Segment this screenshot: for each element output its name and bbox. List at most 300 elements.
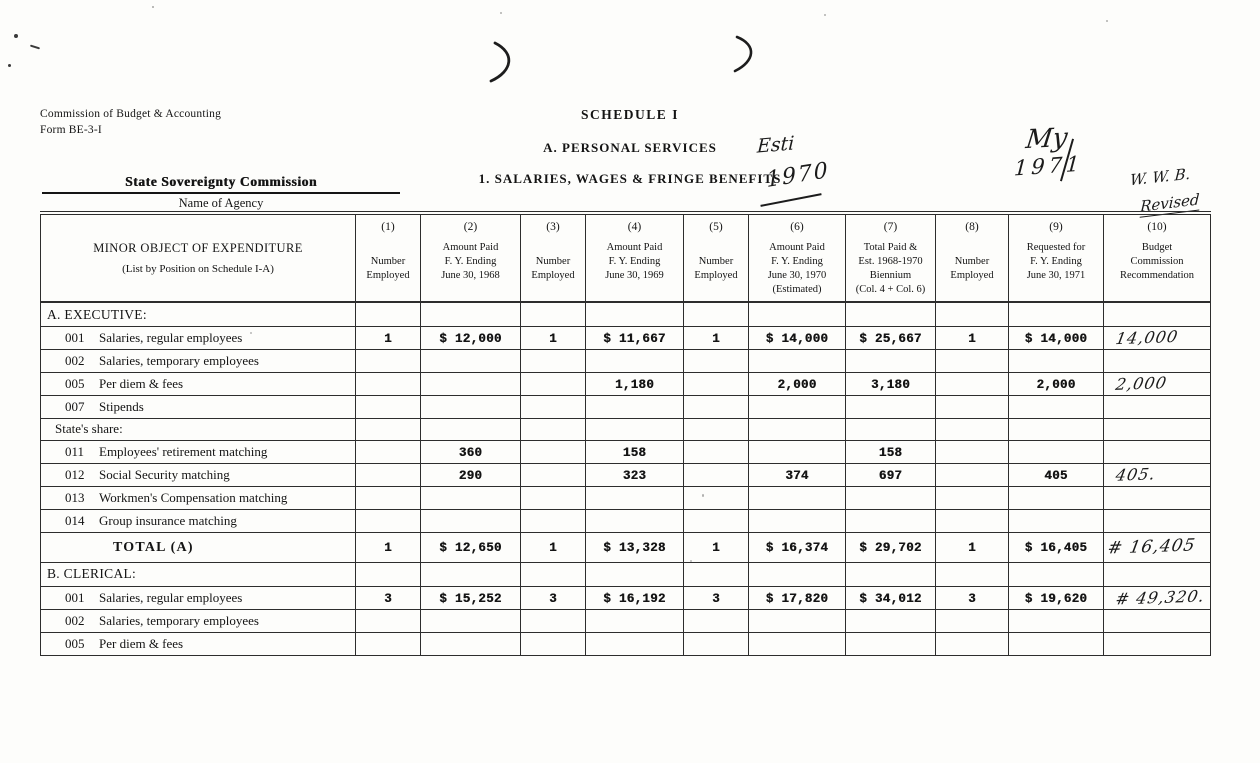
scan-speck: [30, 45, 40, 50]
scan-speck: [1106, 20, 1108, 22]
cell-col8: [936, 486, 1009, 509]
cell-value: 158: [878, 445, 903, 460]
cell-col4: [586, 632, 684, 655]
cell-col10: [1104, 463, 1211, 486]
handwritten-recommendation: # 49,320.: [1114, 586, 1207, 609]
column-number: (6): [790, 221, 804, 233]
handwritten-reviewer-initials: W. W. B.: [1129, 164, 1191, 190]
column-header-2: [421, 213, 521, 302]
cell-col5: [684, 440, 749, 463]
column-label: Amount Paid F. Y. Ending June 30, 1970 (Estimated): [767, 242, 827, 295]
cell-col2: [421, 609, 521, 632]
cell-value: 360: [458, 445, 483, 460]
cell-col5: [684, 418, 749, 440]
cell-col7: [846, 486, 936, 509]
cell-col9: [1009, 463, 1104, 486]
cell-col3: [521, 418, 586, 440]
column-number: (5): [709, 221, 723, 233]
row-label-cell: [41, 586, 356, 609]
table-row-012: [41, 463, 1211, 486]
cell-value: $ 17,820: [765, 591, 829, 606]
cell-col9: [1009, 372, 1104, 395]
row-label: Salaries, regular employees: [99, 329, 243, 345]
column-header-9: [1009, 213, 1104, 302]
cell-col5: [684, 372, 749, 395]
row-label: Employees' retirement matching: [99, 443, 268, 459]
cell-value: $ 34,012: [859, 591, 922, 606]
cell-col5: [684, 509, 749, 532]
handwritten-initials: My: [1024, 122, 1070, 156]
cell-value: $ 16,374: [765, 541, 829, 556]
cell-col9: [1009, 326, 1104, 349]
row-code: 011: [65, 443, 85, 459]
cell-col7: [846, 395, 936, 418]
row-code: 002: [65, 352, 85, 368]
cell-col8: [936, 632, 1009, 655]
cell-col3: [521, 486, 586, 509]
row-label-cell: [41, 509, 356, 532]
row-label-cell: [41, 440, 356, 463]
column-number: (10): [1147, 221, 1167, 233]
cell-col2: [421, 509, 521, 532]
cell-col2: [421, 302, 521, 326]
expenditure-subtitle: (List by Position on Schedule I-A): [122, 263, 274, 275]
expenditure-title: MINOR OBJECT OF EXPENDITURE: [93, 241, 303, 255]
cell-col9: [1009, 586, 1104, 609]
cell-col5: [684, 349, 749, 372]
cell-col7: [846, 586, 936, 609]
cell-col6: [749, 395, 846, 418]
cell-col1: [356, 532, 421, 562]
cell-col7: [846, 440, 936, 463]
pen-mark: [729, 34, 763, 74]
cell-col2: [421, 372, 521, 395]
handwritten-est-year: 1970: [765, 157, 831, 194]
cell-col1: [356, 609, 421, 632]
scan-speck: [14, 34, 18, 38]
handwritten-revised: Revised: [1140, 190, 1200, 218]
cell-value: 3,180: [870, 377, 910, 392]
scan-speck: [8, 64, 11, 67]
form-number: Form BE-3-I: [40, 123, 102, 136]
handwritten-year: 1971: [1013, 151, 1085, 181]
cell-col9: [1009, 532, 1104, 562]
cell-col4: [586, 532, 684, 562]
cell-col5: [684, 395, 749, 418]
schedule-title: SCHEDULE I: [581, 107, 679, 122]
cell-col2: [421, 463, 521, 486]
cell-col3: [521, 509, 586, 532]
column-label: Requested for F. Y. Ending June 30, 1971: [1026, 242, 1086, 281]
cell-value: 1: [968, 541, 976, 556]
cell-value: 1,180: [614, 377, 654, 392]
cell-col9: [1009, 509, 1104, 532]
row-label: Salaries, regular employees: [99, 589, 243, 605]
cell-col1: [356, 418, 421, 440]
cell-col8: [936, 586, 1009, 609]
scan-speck: [152, 6, 154, 8]
cell-col4: [586, 586, 684, 609]
column-header-10: [1104, 213, 1211, 302]
cell-value: 1: [712, 541, 720, 556]
cell-col10: [1104, 609, 1211, 632]
column-label: Total Paid & Est. 1968-1970 Biennium (Col. 4 + Col. 6): [855, 242, 926, 295]
cell-value: 2,000: [1036, 377, 1076, 392]
cell-col8: [936, 395, 1009, 418]
cell-col5: [684, 586, 749, 609]
row-label: State's share:: [55, 421, 123, 437]
cell-col8: [936, 418, 1009, 440]
cell-col9: [1009, 395, 1104, 418]
handwritten-recommendation: 2,000: [1114, 373, 1169, 394]
cell-col2: [421, 440, 521, 463]
cell-col1: [356, 302, 421, 326]
cell-col2: [421, 349, 521, 372]
table-row-002: [41, 349, 1211, 372]
cell-col8: [936, 440, 1009, 463]
cell-col5: [684, 632, 749, 655]
cell-col8: [936, 372, 1009, 395]
cell-col5: [684, 486, 749, 509]
column-header-1: [356, 213, 421, 302]
cell-col7: [846, 509, 936, 532]
row-code: 012: [65, 466, 85, 482]
cell-col1: [356, 586, 421, 609]
cell-col8: [936, 349, 1009, 372]
table-body: [41, 302, 1211, 655]
cell-col10: [1104, 349, 1211, 372]
scan-speck: [824, 14, 826, 16]
cell-value: $ 29,702: [859, 541, 922, 556]
cell-col4: [586, 509, 684, 532]
table-row-subheader: [41, 418, 1211, 440]
scan-speck: [500, 12, 502, 14]
cell-value: 1: [549, 331, 557, 346]
handwritten-recommendation: 14,000: [1114, 326, 1180, 349]
cell-col2: [421, 586, 521, 609]
table-row-011: [41, 440, 1211, 463]
expenditure-table: [40, 211, 1211, 656]
cell-col2: [421, 562, 521, 586]
table-row-section: [41, 562, 1211, 586]
cell-col6: [749, 532, 846, 562]
subsection-title: 1. SALARIES, WAGES & FRINGE BENEFITS: [478, 171, 782, 186]
cell-col10: [1104, 302, 1211, 326]
cell-col10: [1104, 632, 1211, 655]
cell-value: $ 14,000: [1024, 331, 1088, 346]
cell-value: 2,000: [777, 377, 817, 392]
cell-col10: [1104, 326, 1211, 349]
cell-col10: [1104, 372, 1211, 395]
row-label: Salaries, temporary employees: [99, 352, 259, 368]
cell-col7: [846, 463, 936, 486]
row-code: 005: [65, 375, 85, 391]
cell-col1: [356, 486, 421, 509]
expenditure-column-header: [41, 213, 356, 302]
cell-col3: [521, 302, 586, 326]
cell-col6: [749, 372, 846, 395]
table-row-section: [41, 302, 1211, 326]
cell-col2: [421, 632, 521, 655]
cell-col7: [846, 349, 936, 372]
cell-value: $ 13,328: [603, 541, 666, 556]
row-code: 001: [65, 589, 85, 605]
row-label: B. CLERICAL:: [47, 566, 137, 582]
cell-col7: [846, 302, 936, 326]
column-number: (4): [627, 221, 642, 233]
cell-col5: [684, 302, 749, 326]
cell-value: 1: [549, 541, 557, 556]
cell-col4: [586, 349, 684, 372]
cell-col7: [846, 532, 936, 562]
row-label-cell: [41, 609, 356, 632]
cell-col7: [846, 609, 936, 632]
row-label: Workmen's Compensation matching: [99, 489, 288, 505]
column-label: Amount Paid F. Y. Ending June 30, 1969: [605, 242, 664, 281]
cell-col8: [936, 326, 1009, 349]
column-header-7: [846, 213, 936, 302]
cell-col3: [521, 349, 586, 372]
cell-value: $ 16,192: [603, 591, 666, 606]
cell-col9: [1009, 349, 1104, 372]
cell-col9: [1009, 632, 1104, 655]
cell-col4: [586, 609, 684, 632]
cell-col5: [684, 326, 749, 349]
row-label: TOTAL (A): [113, 539, 194, 555]
cell-col1: [356, 440, 421, 463]
column-header-8: [936, 213, 1009, 302]
agency-name-label: Name of Agency: [178, 196, 264, 210]
cell-col5: [684, 463, 749, 486]
row-label: Per diem & fees: [99, 375, 184, 391]
cell-col8: [936, 562, 1009, 586]
column-number: (8): [965, 221, 979, 233]
row-label: Social Security matching: [99, 466, 230, 482]
cell-col3: [521, 326, 586, 349]
cell-col9: [1009, 609, 1104, 632]
cell-col9: [1009, 562, 1104, 586]
cell-col10: [1104, 509, 1211, 532]
cell-col8: [936, 463, 1009, 486]
row-label: A. EXECUTIVE:: [47, 306, 147, 322]
cell-col2: [421, 486, 521, 509]
row-label-cell: [41, 302, 356, 326]
cell-col2: [421, 418, 521, 440]
row-label-cell: [41, 326, 356, 349]
cell-col3: [521, 463, 586, 486]
cell-col6: [749, 509, 846, 532]
row-label: Salaries, temporary employees: [99, 612, 259, 628]
cell-col1: [356, 326, 421, 349]
handwritten-est-note: Esti: [756, 132, 795, 158]
cell-col1: [356, 632, 421, 655]
cell-value: $ 19,620: [1024, 591, 1088, 606]
table-row-005: [41, 372, 1211, 395]
column-number: (9): [1049, 221, 1063, 233]
cell-col9: [1009, 486, 1104, 509]
column-label: Budget Commission Recommendation: [1119, 242, 1195, 281]
row-label-cell: [41, 463, 356, 486]
cell-col5: [684, 562, 749, 586]
cell-col10: [1104, 562, 1211, 586]
cell-col4: [586, 418, 684, 440]
cell-col1: [356, 395, 421, 418]
column-label: Number Employed: [366, 256, 410, 281]
cell-col7: [846, 632, 936, 655]
cell-value: 1: [384, 541, 392, 556]
cell-col3: [521, 532, 586, 562]
cell-col6: [749, 486, 846, 509]
cell-col10: [1104, 486, 1211, 509]
cell-value: 405: [1044, 468, 1068, 483]
handwritten-recommendation: 405.: [1114, 464, 1158, 485]
cell-col1: [356, 372, 421, 395]
cell-col4: [586, 463, 684, 486]
column-header-5: [684, 213, 749, 302]
table-row-013: [41, 486, 1211, 509]
column-number: (2): [463, 221, 478, 233]
row-code: 013: [65, 489, 85, 505]
cell-col10: [1104, 418, 1211, 440]
row-label-cell: [41, 562, 356, 586]
cell-col4: [586, 302, 684, 326]
cell-col8: [936, 302, 1009, 326]
agency-block: [42, 174, 400, 211]
cell-value: 3: [384, 591, 392, 606]
cell-value: 1: [712, 331, 720, 346]
cell-col7: [846, 562, 936, 586]
column-header-3: [521, 213, 586, 302]
row-label: Per diem & fees: [99, 635, 184, 651]
cell-value: 697: [878, 468, 903, 483]
cell-col4: [586, 372, 684, 395]
cell-col4: [586, 486, 684, 509]
table-row-001: [41, 586, 1211, 609]
cell-value: $ 14,000: [765, 331, 829, 346]
row-label-cell: [41, 418, 356, 440]
cell-col2: [421, 395, 521, 418]
table-row-001: [41, 326, 1211, 349]
cell-col7: [846, 372, 936, 395]
pen-mark: [486, 40, 520, 84]
cell-col7: [846, 326, 936, 349]
form-org: Commission of Budget & Accounting: [40, 108, 222, 120]
cell-col1: [356, 562, 421, 586]
cell-value: $ 15,252: [439, 591, 502, 606]
cell-col4: [586, 326, 684, 349]
column-number: (1): [381, 221, 395, 233]
row-label: Group insurance matching: [99, 512, 237, 528]
table-row-005: [41, 632, 1211, 655]
column-label: Number Employed: [950, 256, 994, 281]
column-header-4: [586, 213, 684, 302]
column-header-6: [749, 213, 846, 302]
cell-value: 3: [968, 591, 976, 606]
cell-col7: [846, 418, 936, 440]
cell-col3: [521, 440, 586, 463]
cell-col8: [936, 509, 1009, 532]
table-row-007: [41, 395, 1211, 418]
cell-col8: [936, 532, 1009, 562]
row-code: 007: [65, 398, 85, 414]
cell-col6: [749, 562, 846, 586]
row-code: 005: [65, 635, 85, 651]
cell-value: $ 25,667: [859, 331, 922, 346]
table-head: [41, 213, 1211, 302]
cell-col8: [936, 609, 1009, 632]
cell-value: 1: [968, 331, 976, 346]
cell-col3: [521, 395, 586, 418]
cell-col2: [421, 326, 521, 349]
cell-col1: [356, 349, 421, 372]
cell-col1: [356, 509, 421, 532]
cell-col10: [1104, 395, 1211, 418]
cell-col6: [749, 586, 846, 609]
row-label-cell: [41, 532, 356, 562]
cell-col3: [521, 632, 586, 655]
cell-value: $ 12,650: [439, 541, 502, 556]
cell-col3: [521, 562, 586, 586]
cell-value: 323: [622, 468, 647, 483]
cell-value: 158: [622, 445, 647, 460]
table-row-014: [41, 509, 1211, 532]
pen-underline-stroke: [760, 193, 821, 207]
cell-col6: [749, 440, 846, 463]
cell-value: 374: [785, 468, 809, 483]
cell-col4: [586, 395, 684, 418]
cell-value: 3: [712, 591, 720, 606]
cell-col2: [421, 532, 521, 562]
column-number: (3): [546, 221, 560, 233]
row-code: 001: [65, 329, 85, 345]
row-label-cell: [41, 349, 356, 372]
cell-col10: [1104, 586, 1211, 609]
cell-col6: [749, 349, 846, 372]
cell-value: 1: [384, 331, 392, 346]
cell-col6: [749, 418, 846, 440]
cell-col6: [749, 632, 846, 655]
cell-col10: [1104, 440, 1211, 463]
cell-col4: [586, 440, 684, 463]
agency-name: State Sovereignty Commission: [42, 174, 400, 194]
column-number: (7): [883, 221, 898, 233]
row-label-cell: [41, 395, 356, 418]
section-title: A. PERSONAL SERVICES: [543, 140, 717, 155]
row-label: Stipends: [99, 398, 144, 414]
cell-col6: [749, 609, 846, 632]
column-label: Number Employed: [694, 256, 738, 281]
cell-col6: [749, 463, 846, 486]
table-row-002: [41, 609, 1211, 632]
cell-col6: [749, 326, 846, 349]
cell-col6: [749, 302, 846, 326]
header-row: [41, 213, 1211, 302]
cell-value: $ 12,000: [439, 331, 502, 346]
cell-col9: [1009, 302, 1104, 326]
row-code: 014: [65, 512, 85, 528]
column-label: Number Employed: [531, 256, 575, 281]
cell-col3: [521, 609, 586, 632]
cell-col10: [1104, 532, 1211, 562]
cell-col1: [356, 463, 421, 486]
table-row-total: [41, 532, 1211, 562]
cell-value: $ 11,667: [603, 331, 666, 346]
cell-col3: [521, 372, 586, 395]
cell-value: 290: [458, 468, 483, 483]
column-label: Amount Paid F. Y. Ending June 30, 1968: [441, 242, 500, 281]
cell-col9: [1009, 418, 1104, 440]
cell-col5: [684, 532, 749, 562]
